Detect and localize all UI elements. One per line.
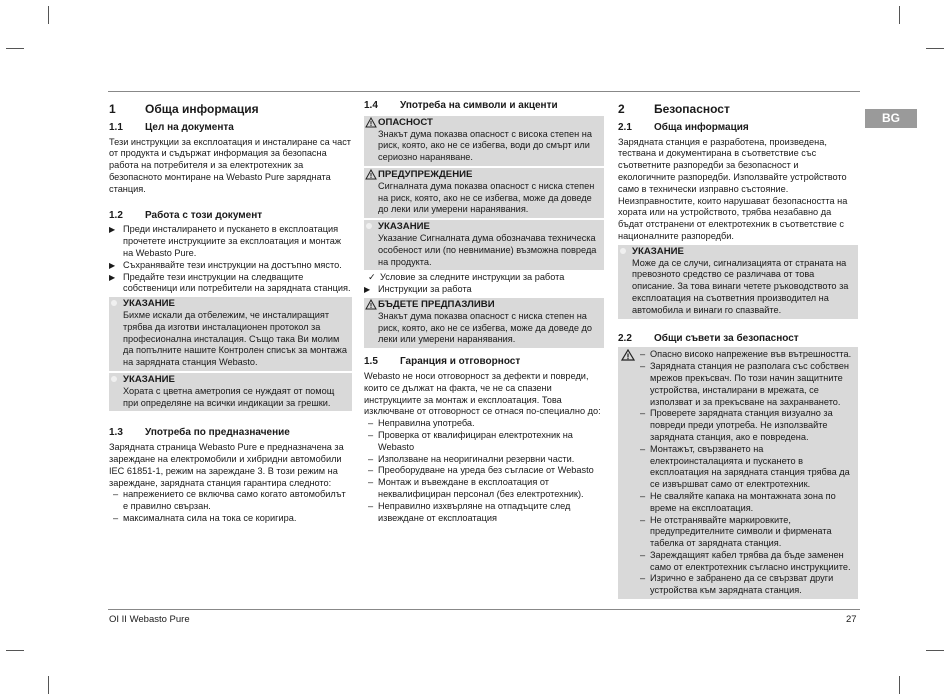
section-1-5-text: Webasto не носи отговорност за дефекти и повреди, които се дължат на факта, че не са спазени инструкциите за монтаж и експлоатация. Това изключване от отговорност се отнася по-специално до: xyxy=(364,370,601,417)
caution-box: БЪДЕТЕ ПРЕДПАЗЛИВИ Знакът дума показва опасност с ниска степен на риск, която, ако не се избегва, може да доведе до леки или умерени наранявания. xyxy=(364,298,604,348)
info-icon xyxy=(365,221,377,232)
footer-document-title: OI II Webasto Pure xyxy=(109,614,190,625)
list-item: – Проверете зарядната станция визуално за повреди преди употреба. Не използвайте зарядната станция, ако е повредена. xyxy=(640,408,833,442)
crop-mark xyxy=(48,6,49,24)
crop-mark xyxy=(48,676,49,694)
list-item: – напрежението се включва само когато автомобилът е правилно свързан. xyxy=(113,489,346,512)
list-item: – Проверка от квалифициран електротехник на Webasto xyxy=(368,429,573,452)
section-2-1-text: Зарядната станция е разработена, произведена, тествана и документирана в съответствие със съответните разпоредби за безопасност и екологичните разпоредби. Използвайте устройството само в технически изправно състояние. Неизправностите, които нарушават безопасността на хората или на устройството, трябва незабавно да бъдат отстранени от електротехник в съответствие с националните разпоредби. xyxy=(618,136,848,241)
list-item: – Неправилна употреба. xyxy=(368,418,475,429)
list-item: ▶ Преди инсталирането и пускането в експлоатация прочетете инструкциите за експлоатация и монтаж на Webasto Pure. xyxy=(109,224,342,258)
crop-mark xyxy=(6,650,24,651)
crop-mark xyxy=(926,48,944,49)
list-item: – Неправилно изхвърляне на отпадъците след извеждане от експлоатация xyxy=(368,500,571,523)
language-tab: BG xyxy=(865,109,917,128)
section-1-4-heading: 1.4 Употреба на символи и акценти xyxy=(364,100,558,111)
warning-triangle-icon xyxy=(365,299,377,310)
crop-mark xyxy=(899,6,900,24)
info-icon xyxy=(110,298,122,309)
note-box: УКАЗАНИЕ Хората с цветна аметропия се нуждаят от помощ при определяне на всички индикации за грешки. xyxy=(109,373,352,411)
instruction-item: ▶ Инструкции за работа xyxy=(364,284,472,295)
list-item: – Монтажът, свързването на електроинсталацията и пускането в експлоатация на зарядната станция трябва да се извършват само от електротехник. xyxy=(640,443,850,490)
list-item: – Монтаж и въвеждане в експлоатация от неквалифициран персонал (без електротехник). xyxy=(368,477,584,499)
column-2 xyxy=(364,100,604,524)
list-item: – Не сваляйте капака на монтажната зона по време на експлоатация. xyxy=(640,490,836,513)
header-rule xyxy=(108,91,860,92)
column-3 xyxy=(618,100,858,599)
section-2-1-heading: 2.1 Обща информация xyxy=(618,121,749,133)
crop-mark xyxy=(926,650,944,651)
list-item: ▶ Предайте тези инструкции на следващите собственици или потребители на зарядната станция. xyxy=(109,271,351,294)
warning-box: ПРЕДУПРЕЖДЕНИЕ Сигналната дума показва опасност с ниска степен на риск, която, ако не се избегва, може да доведе до леки или умерени наранявания. xyxy=(364,168,604,218)
safety-box xyxy=(618,347,858,599)
section-2-heading: 2 Безопасност xyxy=(618,102,730,116)
danger-box: ОПАСНОСТ Знакът дума показва опасност с висока степен на риск, която, ако не се избегва, води до смърт или сериозно нараняване. xyxy=(364,116,604,166)
section-1-3-text: Зарядната страница Webasto Pure е предназначена за зареждане на електромобили и хибридни автомобили IEC 61851-1, режим на зареждане 3. В този режим на зареждане, зарядната станция гарантира следното: xyxy=(109,442,344,488)
list-item: – Използване на неоригинални резервни части. xyxy=(368,453,575,464)
note-box: УКАЗАНИЕ Може да се случи, сигнализацията от страната на превозното средство се различава от това описание. За това винаги четете ръководството за експлоатация на съответния производител на автомобила и винаги го спазвайте. xyxy=(618,245,858,319)
note-box: УКАЗАНИЕ Указание Сигналната дума обозначава техническа особеност или (по невнимание) възможна повреда на продукта. xyxy=(364,220,604,270)
list-item: – Изрично е забранено да се свързват други устройства към зарядната станция. xyxy=(640,573,834,596)
info-icon xyxy=(110,374,122,385)
warning-triangle-icon xyxy=(365,169,377,180)
section-1-2-heading: 1.2 Работа с този документ xyxy=(109,209,263,221)
page-number: 27 xyxy=(846,614,857,625)
list-item: – максималната сила на тока се коригира. xyxy=(113,512,297,523)
info-icon xyxy=(619,246,631,257)
list-item: – Преоборудване на уреда без съгласие от Webasto xyxy=(368,465,594,476)
list-item: – Зарядната станция не разполага със собствен мрежов прекъсвач. По този начин защитните устройства, инсталирани в мрежата, се използват и за прекъсване на захранването. xyxy=(640,361,849,407)
section-1-heading: 1 Обща информация xyxy=(109,102,259,116)
condition-item: ✓ Условие за следните инструкции за работа xyxy=(368,272,565,283)
column-1 xyxy=(109,100,352,525)
list-item: – Опасно високо напрежение във вътрешността. xyxy=(640,349,852,360)
section-1-3-heading: 1.3 Употреба по предназначение xyxy=(109,427,290,439)
warning-triangle-icon xyxy=(621,349,635,361)
note-box: УКАЗАНИЕ Бихме искали да отбележим, че инсталиращият трябва да изготви инсталационен протокол за професионална инсталация. Също така Ви молим да попълните нашите Контролен списък за монтажа на зарядната станция Webasto. xyxy=(109,297,352,371)
section-2-2-heading: 2.2 Общи съвети за безопасност xyxy=(618,332,799,344)
list-item: – Зареждащият кабел трябва да бъде заменен само от електротехник съгласно инструкциите. xyxy=(640,549,851,572)
list-item: ▶ Съхранявайте тези инструкции на достъпно място. xyxy=(109,259,342,270)
footer-rule xyxy=(108,609,860,610)
crop-mark xyxy=(6,48,24,49)
crop-mark xyxy=(899,676,900,694)
section-1-5-heading: 1.5 Гаранция и отговорност xyxy=(364,356,521,368)
check-icon: ✓ xyxy=(368,272,376,283)
section-1-1-text: Тези инструкции за експлоатация и инсталиране са част от продукта и съдържат информация за безопасна работа на потребителя и за електротехник за безопасното монтиране на Webasto Pure зарядната станция. xyxy=(109,136,352,194)
section-1-1-heading: 1.1 Цел на документа xyxy=(109,121,234,133)
list-item: – Не отстранявайте маркировките, предупредителните символи и фирмената табелка от зарядната станция. xyxy=(640,514,832,549)
warning-triangle-icon xyxy=(365,117,377,128)
